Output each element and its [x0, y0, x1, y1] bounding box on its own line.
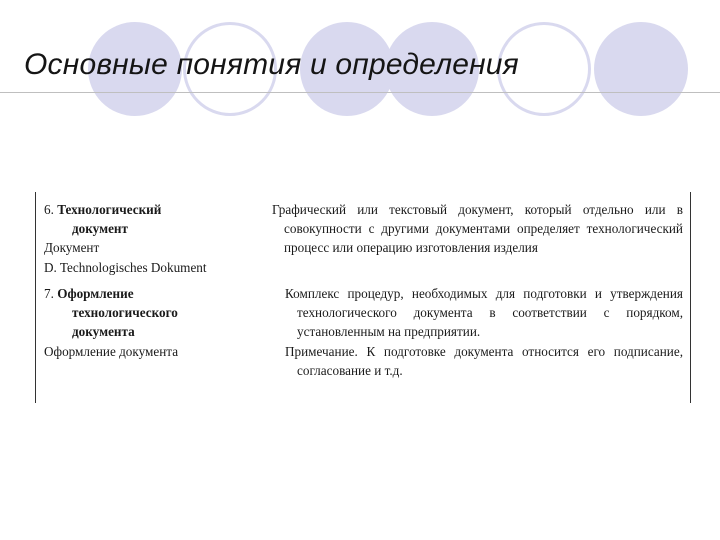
decor-circle-filled — [594, 22, 688, 116]
term-synonym: Документ — [44, 240, 100, 256]
term-title: Оформление — [57, 286, 134, 301]
term-number: 6. — [44, 202, 54, 217]
term-title-continued: документ — [72, 221, 129, 237]
term-synonym: Оформление документа — [44, 343, 179, 359]
term-number: 7. — [44, 286, 54, 301]
slide-title: Основные понятия и определения — [24, 48, 519, 81]
title-divider — [0, 92, 720, 93]
term-title-continued: технологического — [72, 305, 178, 321]
definition-text: Графический или текстовый документ, который отдельно или в совокупности с другими документами определяет технологический процесс или операцию изготовления изделия — [272, 202, 683, 256]
term-german: D. Technologisches Dokument — [44, 259, 207, 275]
term-cell — [44, 284, 274, 361]
definition-text: Комплекс процедур, необходимых для подготовки и утверждения технологического документа в соответствии с порядком, установленным на предприятии. — [285, 286, 683, 340]
term-title-continued: документа — [72, 324, 135, 340]
definition-note: Примечание. К подготовке документа относится его подписание, согласование и т.д. — [285, 343, 683, 378]
term-cell — [44, 200, 274, 277]
definition-cell — [285, 284, 683, 380]
definition-cell — [272, 200, 683, 258]
term-title: Технологический — [57, 202, 162, 217]
definitions-table — [35, 192, 691, 403]
